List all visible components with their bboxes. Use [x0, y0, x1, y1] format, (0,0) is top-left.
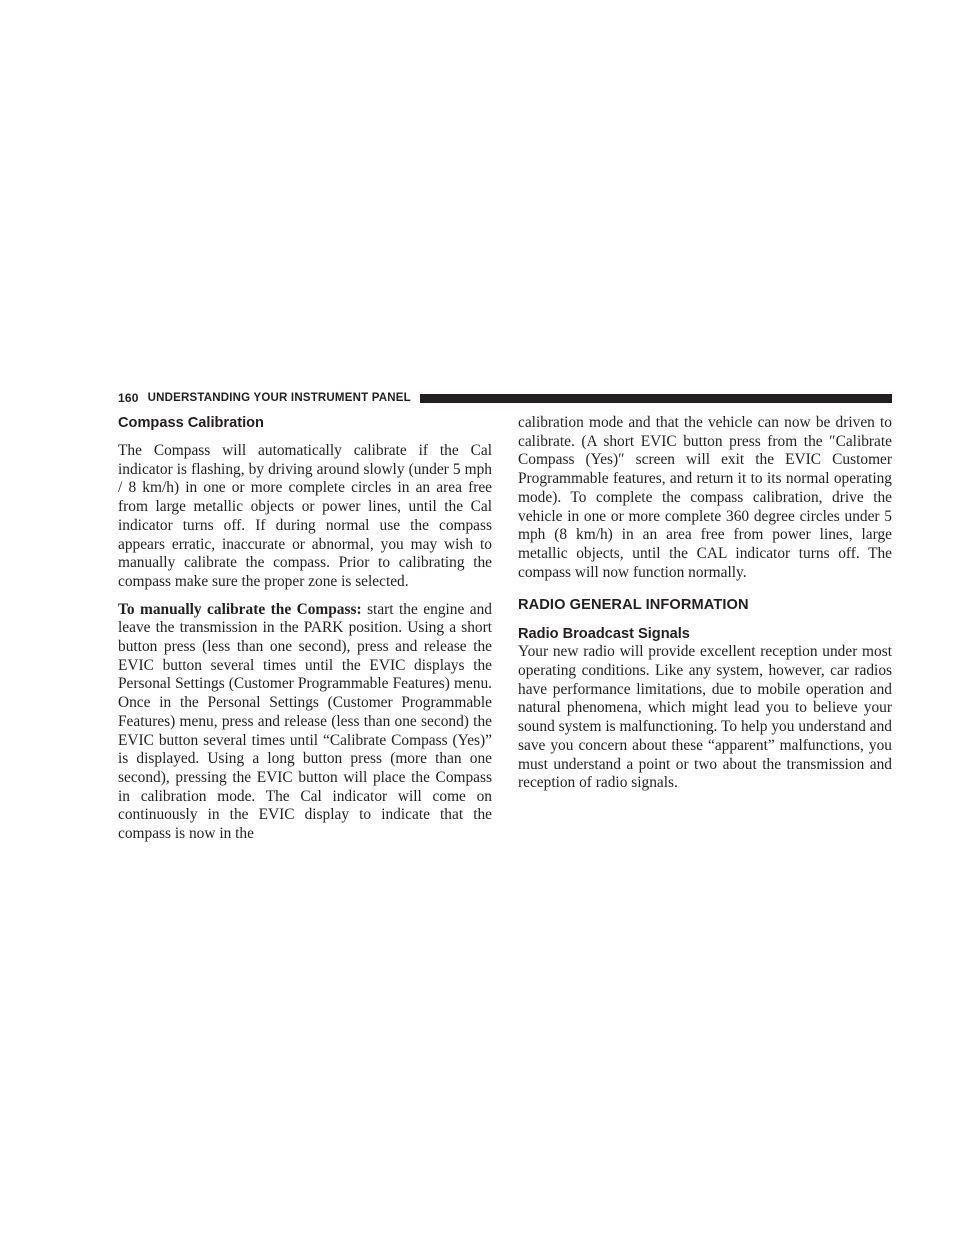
header-rule: [420, 394, 892, 403]
right-column: [518, 414, 892, 793]
calibration-continued-paragraph: calibration mode and that the vehicle can now be driven to calibrate. (A short EVIC button press from the ″Calibrate Compass (Yes)″ screen will exit the EVIC Customer Programmable features, and return it to its normal operating mode). To complete the compass calibration, drive the vehicle in one or more complete 360 degree circles under 5 mph (8 km/h) in an area free from power lines, large metallic objects, until the CAL indicator turns off. The compass will now function normally.: [518, 414, 892, 581]
compass-calibration-heading: Compass Calibration: [118, 415, 264, 431]
page-header: [118, 390, 892, 406]
running-section-title: UNDERSTANDING YOUR INSTRUMENT PANEL: [147, 392, 411, 404]
radio-signals-paragraph: Your new radio will provide excellent reception under most operating conditions. Like any system, however, car radios have performance limitations, due to mobile operation and natural phenomena, which might lead you to believe your sound system is malfunctioning. To help you understand and save you concern about these “apparent” malfunctions, you must understand a point or two about the transmission and reception of radio signals.: [518, 643, 892, 792]
radio-broadcast-signals-heading: Radio Broadcast Signals: [518, 626, 690, 643]
manual-calibrate-body: start the engine and leave the transmission in the PARK position. Using a short button press (less than one second), press and release the EVIC button several times until the EVIC displays the Personal Settings (Customer Programmable Features) menu. Once in the Personal Settings (Customer Programmable Features) menu, press and release (less than one second) the EVIC button several times until “Calibrate Compass (Yes)” is displayed. Using a long button press (more than one second), pressing the EVIC button will place the Compass in calibration mode. The Cal indicator will come on continuously in the EVIC display to indicate that the compass is now in the: [118, 600, 492, 843]
radio-general-information-heading: RADIO GENERAL INFORMATION: [518, 597, 749, 614]
compass-auto-calibrate-paragraph: The Compass will automatically calibrate if the Cal indicator is flashing, by driving around slowly (under 5 mph / 8 km/h) in one or more complete circles in an area free from large metallic objects or power lines, until the Cal indicator turns off. If during normal use the compass appears erratic, inaccurate or abnormal, you may wish to manually calibrate the compass. Prior to calibrating the compass make sure the proper zone is selected.: [118, 442, 492, 590]
left-column: [118, 414, 492, 844]
manual-calibrate-paragraph: [118, 601, 492, 844]
page-number: 160: [118, 391, 139, 405]
manual-calibrate-lead: To manually calibrate the Compass:: [118, 600, 362, 618]
